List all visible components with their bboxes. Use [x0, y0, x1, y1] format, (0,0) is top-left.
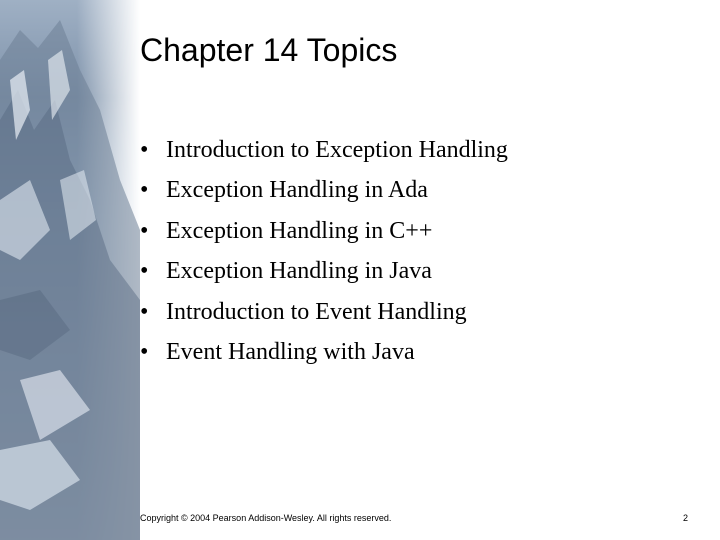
list-item-text: Introduction to Exception Handling: [166, 137, 508, 163]
mountain-illustration: [0, 0, 140, 540]
list-item-text: Event Handling with Java: [166, 339, 415, 366]
bullet-icon: •: [140, 137, 149, 163]
bullet-icon: •: [140, 339, 149, 366]
bullet-icon: •: [140, 177, 149, 204]
list-item-text: Introduction to Event Handling: [166, 298, 467, 325]
list-item-text: Exception Handling in Ada: [166, 177, 428, 204]
copyright-footer: Copyright © 2004 Pearson Addison-Wesley. All rights reserved.: [140, 513, 392, 523]
bullet-icon: •: [140, 298, 149, 325]
page-number: 2: [682, 513, 688, 523]
list-item: [140, 332, 508, 372]
bullet-icon: •: [140, 217, 149, 244]
list-item-text: Exception Handling in Java: [166, 258, 432, 285]
list-item: [140, 211, 508, 251]
mountain-photo: [0, 0, 140, 540]
topic-list: [140, 130, 508, 372]
list-item: [140, 170, 508, 210]
list-item-text: Exception Handling in C++: [166, 217, 433, 244]
slide-title: Chapter 14 Topics: [140, 32, 398, 68]
list-item: [140, 130, 508, 170]
list-item: [140, 251, 508, 291]
list-item: [140, 292, 508, 332]
bullet-icon: •: [140, 258, 149, 285]
